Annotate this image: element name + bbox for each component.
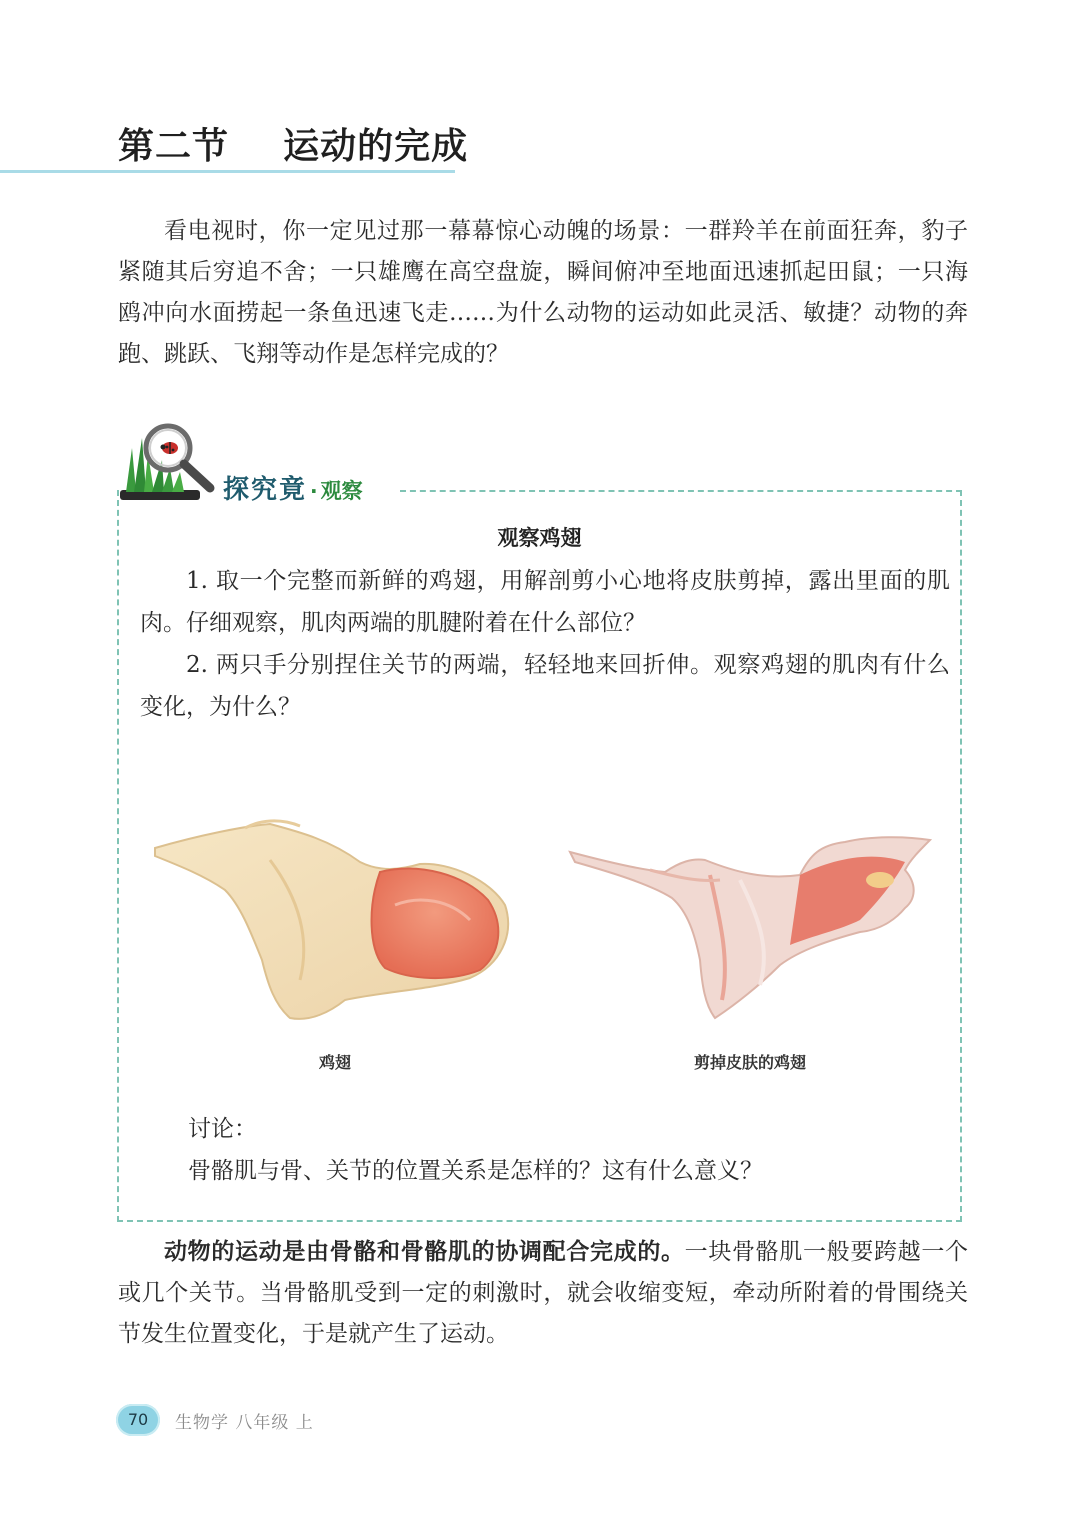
section-title: 第二节 运动的完成 (118, 126, 469, 167)
inquiry-box-top-border (400, 490, 962, 492)
activity-step-2: 2. 两只手分别捏住关节的两端，轻轻地来回折伸。观察鸡翅的肌肉有什么变化，为什么？ (140, 652, 950, 720)
intro-paragraph: 看电视时，你一定见过那一幕幕惊心动魄的场景：一群羚羊在前面狂奔，豹子紧随其后穷追不舍；一只雄鹰在高空盘旋，瞬间俯冲至地面迅速抓起田鼠；一只海鸥冲向水面捞起一条鱼迅速飞走……为什么动物的运动如此灵活、敏捷？动物的奔跑、跳跃、飞翔等动作是怎样完成的？ (118, 218, 968, 367)
discussion-question: 骨骼肌与骨、关节的位置关系是怎样的？这有什么意义？ (188, 1158, 763, 1184)
title-underline (0, 170, 455, 173)
inquiry-badge-dot: · (310, 479, 318, 503)
activity-step-1: 1. 取一个完整而新鲜的鸡翅，用解剖剪小心地将皮肤剪掉，露出里面的肌肉。仔细观察，肌肉两端的肌腱附着在什么部位？ (140, 568, 950, 636)
figure-caption-chicken-wing: 鸡翅 (318, 1053, 351, 1072)
page-number: 70 (116, 1404, 160, 1436)
conclusion-paragraph (118, 1232, 968, 1355)
discussion-label: 讨论： (188, 1116, 257, 1142)
conclusion-rest: 一块骨骼肌一般要跨越一个或几个关节。当骨骼肌受到一定的刺激时，就会收缩变短，牵动所附着的骨围绕关节发生位置变化，于是就产生了运动。 (118, 1239, 969, 1347)
conclusion-key-sentence: 动物的运动是由骨骼和骨骼肌的协调配合完成的。 (164, 1239, 685, 1265)
book-title: 生物学 八年级 上 (175, 1413, 314, 1433)
inquiry-badge-main: 探究竟 (223, 475, 308, 505)
magnifier-ladybug-icon (118, 420, 218, 502)
figure-caption-skinned-wing: 剪掉皮肤的鸡翅 (693, 1053, 806, 1072)
inquiry-badge-label (223, 469, 363, 506)
activity-title: 观察鸡翅 (497, 526, 582, 550)
inquiry-badge-sub: 观察 (320, 479, 363, 503)
